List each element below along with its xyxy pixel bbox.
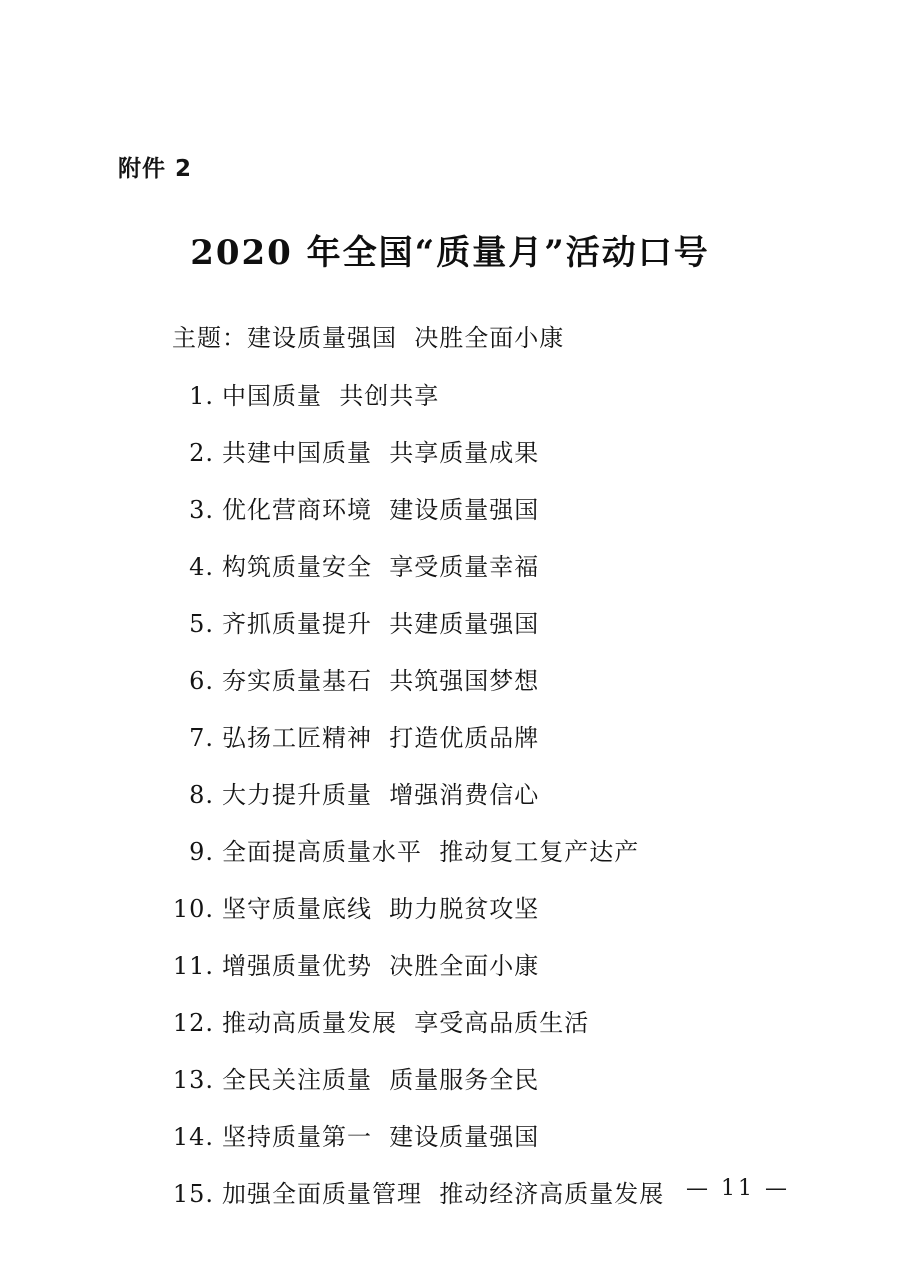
content-block xyxy=(172,326,790,1209)
list-item-number: 5. xyxy=(189,610,214,638)
list-item-number: 3. xyxy=(189,496,214,524)
attachment-label: 附件 2 xyxy=(118,156,193,182)
list-item xyxy=(172,661,790,696)
list-item xyxy=(172,547,790,582)
slogan-list xyxy=(172,376,790,1209)
list-item xyxy=(172,718,790,753)
list-item xyxy=(172,376,790,411)
list-item-number: 7. xyxy=(189,724,214,752)
list-item-text: 推动高质量发展 享受高品质生活 xyxy=(222,1009,590,1037)
list-item-number: 14. xyxy=(172,1123,214,1151)
list-item xyxy=(172,889,790,924)
list-item-text: 构筑质量安全 享受质量幸福 xyxy=(222,553,540,581)
list-item xyxy=(172,433,790,468)
list-item-text: 全民关注质量 质量服务全民 xyxy=(222,1066,540,1094)
list-item-text: 加强全面质量管理 推动经济高质量发展 xyxy=(222,1180,665,1208)
list-item xyxy=(172,946,790,981)
list-item xyxy=(172,490,790,525)
list-item-text: 坚持质量第一 建设质量强国 xyxy=(222,1123,540,1151)
list-item xyxy=(172,1003,790,1038)
theme-line: 主题：建设质量强国 决胜全面小康 xyxy=(172,324,565,352)
list-item xyxy=(172,775,790,810)
list-item-text: 弘扬工匠精神 打造优质品牌 xyxy=(222,724,540,752)
list-item-text: 增强质量优势 决胜全面小康 xyxy=(222,952,540,980)
list-item-number: 9. xyxy=(189,838,214,866)
list-item xyxy=(172,604,790,639)
list-item-number: 13. xyxy=(172,1066,214,1094)
page-number: — 11 — xyxy=(686,1176,790,1201)
list-item-number: 12. xyxy=(172,1009,214,1037)
list-item-text: 齐抓质量提升 共建质量强国 xyxy=(222,610,540,638)
list-item-text: 共建中国质量 共享质量成果 xyxy=(222,439,540,467)
list-item-text: 全面提高质量水平 推动复工复产达产 xyxy=(222,838,640,866)
list-item-number: 15. xyxy=(172,1180,214,1208)
list-item xyxy=(172,1060,790,1095)
list-item-number: 6. xyxy=(189,667,214,695)
list-item-text: 大力提升质量 增强消费信心 xyxy=(222,781,540,809)
list-item-text: 坚守质量底线 助力脱贫攻坚 xyxy=(222,895,540,923)
list-item xyxy=(172,832,790,867)
list-item-text: 中国质量 共创共享 xyxy=(222,382,440,410)
list-item-text: 优化营商环境 建设质量强国 xyxy=(222,496,540,524)
list-item-number: 4. xyxy=(189,553,214,581)
list-item-number: 10. xyxy=(172,895,214,923)
list-item-number: 8. xyxy=(189,781,214,809)
page-title: 2020 年全国“质量月”活动口号 xyxy=(190,233,710,273)
list-item-number: 11. xyxy=(172,952,214,980)
list-item-text: 夯实质量基石 共筑强国梦想 xyxy=(222,667,540,695)
list-item xyxy=(172,1117,790,1152)
list-item-number: 1. xyxy=(189,382,214,410)
list-item-number: 2. xyxy=(189,439,214,467)
